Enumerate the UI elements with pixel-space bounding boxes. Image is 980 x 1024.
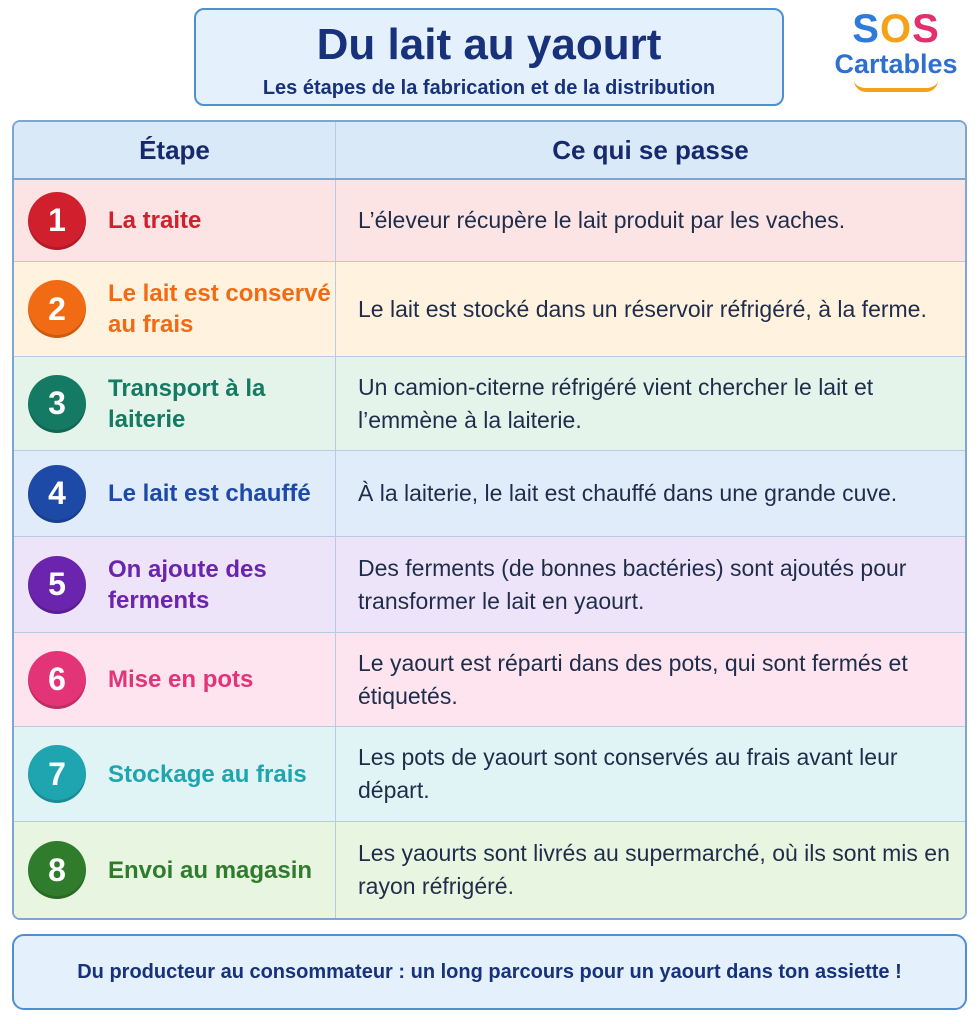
step-number-badge: 2 — [28, 280, 86, 338]
step-number-badge: 3 — [28, 375, 86, 433]
step-label: On ajoute des ferments — [108, 555, 267, 614]
sos-cartables-logo — [826, 8, 966, 98]
header-step: Étape — [14, 122, 336, 178]
step-description: Les yaourts sont livrés au supermarché, où ils sont mis en rayon réfrigéré. — [358, 840, 950, 899]
step-description: Un camion-citerne réfrigéré vient chercher le lait et l’emmène à la laiterie. — [358, 373, 874, 433]
table-row — [14, 727, 965, 822]
step-description: Le yaourt est réparti dans des pots, qui sont fermés et étiquetés. — [358, 649, 908, 709]
step-label: Stockage au frais — [108, 760, 307, 788]
table-row — [14, 537, 965, 633]
step-cell — [14, 727, 336, 821]
step-description: Des ferments (de bonnes bactéries) sont ajoutés pour transformer le lait en yaourt. — [358, 554, 907, 614]
title-box — [194, 8, 784, 106]
step-number-badge: 5 — [28, 556, 86, 614]
step-number-badge: 8 — [28, 841, 86, 899]
header-description: Ce qui se passe — [552, 134, 749, 165]
logo-sos: SOS — [852, 7, 940, 51]
step-cell — [14, 633, 336, 726]
steps-table — [12, 120, 967, 920]
step-description: L’éleveur récupère le lait produit par les vaches. — [358, 207, 846, 233]
step-cell — [14, 451, 336, 536]
step-cell — [14, 180, 336, 261]
step-number-badge: 7 — [28, 745, 86, 803]
step-cell — [14, 537, 336, 632]
step-cell — [14, 357, 336, 450]
step-label: Mise en pots — [108, 666, 254, 693]
page-subtitle: Les étapes de la fabrication et de la distribution — [262, 77, 716, 99]
step-description: Les pots de yaourt sont conservés au frais avant leur départ. — [358, 744, 898, 803]
table-row — [14, 633, 965, 727]
footer-banner: Du producteur au consommateur : un long parcours pour un yaourt dans ton assiette ! — [12, 934, 967, 1010]
step-description: Le lait est stocké dans un réservoir réfrigéré, à la ferme. — [358, 295, 927, 322]
step-cell — [14, 262, 336, 356]
step-number-badge: 4 — [28, 465, 86, 523]
step-number-badge: 6 — [28, 651, 86, 709]
page-title: Du lait au yaourt — [316, 20, 662, 69]
step-number-badge: 1 — [28, 192, 86, 250]
step-label: La traite — [108, 207, 202, 234]
table-row — [14, 262, 965, 357]
table-row — [14, 180, 965, 262]
step-label: Le lait est conservé au frais — [108, 280, 331, 338]
step-cell — [14, 822, 336, 918]
step-label: Transport à la laiterie — [108, 374, 266, 433]
table-row — [14, 357, 965, 451]
table-header — [14, 122, 965, 180]
step-label: Le lait est chauffé — [108, 480, 311, 507]
table-row — [14, 822, 965, 918]
step-description: À la laiterie, le lait est chauffé dans une grande cuve. — [358, 480, 898, 506]
logo-cartables: Cartables — [834, 49, 958, 79]
logo-swoosh — [854, 80, 938, 92]
step-label: Envoi au magasin — [108, 856, 313, 884]
table-row — [14, 451, 965, 537]
